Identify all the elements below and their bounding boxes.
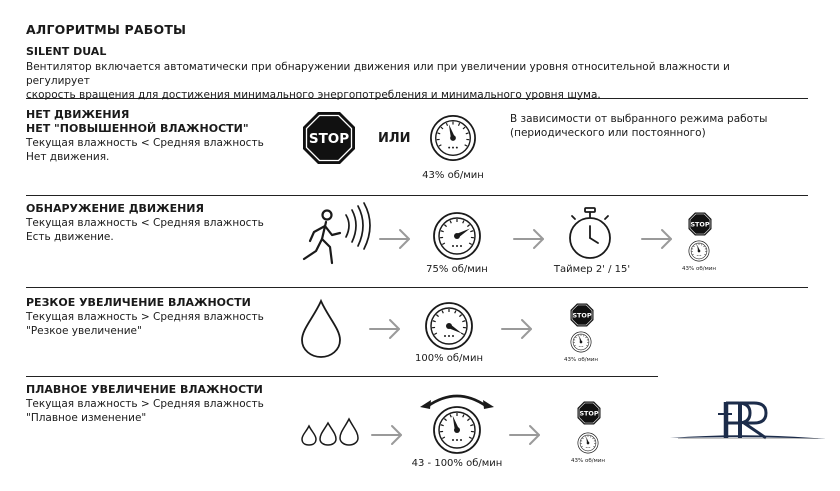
water-drop-icon [300,299,342,359]
intro-line-1: Вентилятор включается автоматически при обнаружении движения или при увеличении уровня относительной влажности и регулирует [26,61,730,87]
brand-logo [668,394,828,446]
page-title: АЛГОРИТМЫ РАБОТЫ [26,22,187,37]
divider [26,195,808,196]
section-text: Текущая влажность < Средняя влажность [26,137,264,149]
arrow-right-icon [370,424,404,446]
stop-sign-icon [688,212,712,236]
arrow-right-icon [640,228,674,250]
arrow-right-icon [508,424,542,446]
small-speed-caption: 43% об/мин [682,266,716,272]
stop-sign-icon [302,111,356,165]
mode-note [510,112,767,140]
intro-line-2: скорость вращения для достижения минимального энергопотребления и минимального уровня шума. [26,89,601,101]
stopwatch-icon [566,206,614,262]
section-title: ОБНАРУЖЕНИЕ ДВИЖЕНИЯ [26,202,204,215]
speed-gauge-icon [688,240,710,262]
mode-note-line-1: В зависимости от выбранного режима работы [510,113,768,125]
stop-sign-icon [577,401,601,425]
speed-gauge-icon [429,114,477,162]
section-title: НЕТ ДВИЖЕНИЯ [26,108,130,121]
speed-caption: 75% об/мин [426,264,488,275]
stop-label: STOP [579,409,599,418]
speed-gauge-icon [570,331,592,353]
divider [26,287,808,288]
section-title: НЕТ "ПОВЫШЕННОЙ ВЛАЖНОСТИ" [26,122,249,135]
stop-sign-icon [570,303,594,327]
section-text: Есть движение. [26,231,114,243]
stop-label: STOP [690,220,710,229]
speed-gauge-icon [577,432,599,454]
speed-caption: 100% об/мин [414,353,483,364]
section-text: "Плавное изменение" [26,412,147,424]
or-label: ИЛИ [378,131,411,146]
mode-note-line-2: (периодического или постоянного) [510,127,706,139]
intro-text [26,60,796,102]
arrow-right-icon [500,318,534,340]
water-drops-icon [300,418,360,446]
arrow-right-icon [512,228,546,250]
small-speed-caption: 43% об/мин [564,357,598,363]
speed-gauge-icon [432,211,482,261]
section-text: Текущая влажность < Средняя влажность [26,217,264,229]
arrow-right-icon [368,318,402,340]
stop-label: STOP [308,131,350,147]
mode-name: SILENT DUAL [26,45,107,58]
section-sharp-humidity [26,296,264,338]
speed-gauge-icon [432,405,482,455]
speed-caption: 43% об/мин [422,170,484,181]
timer-caption: Таймер 2' / 15' [553,264,631,275]
walking-person-motion-icon [300,205,372,269]
section-text: Нет движения. [26,151,110,163]
arrow-right-icon [378,228,412,250]
divider [26,376,658,377]
speed-caption: 43 - 100% об/мин [411,458,503,469]
section-motion-detected [26,202,264,244]
section-title: ПЛАВНОЕ УВЕЛИЧЕНИЕ ВЛАЖНОСТИ [26,383,263,396]
section-smooth-humidity [26,383,264,425]
section-text: Текущая влажность > Средняя влажность [26,398,264,410]
section-title: РЕЗКОЕ УВЕЛИЧЕНИЕ ВЛАЖНОСТИ [26,296,251,309]
divider [26,98,808,99]
small-speed-caption: 43% об/мин [571,458,605,464]
section-text: "Резкое увеличение" [26,325,142,337]
stop-label: STOP [572,311,592,320]
speed-gauge-icon [424,301,474,351]
section-no-motion [26,108,264,164]
section-text: Текущая влажность > Средняя влажность [26,311,264,323]
